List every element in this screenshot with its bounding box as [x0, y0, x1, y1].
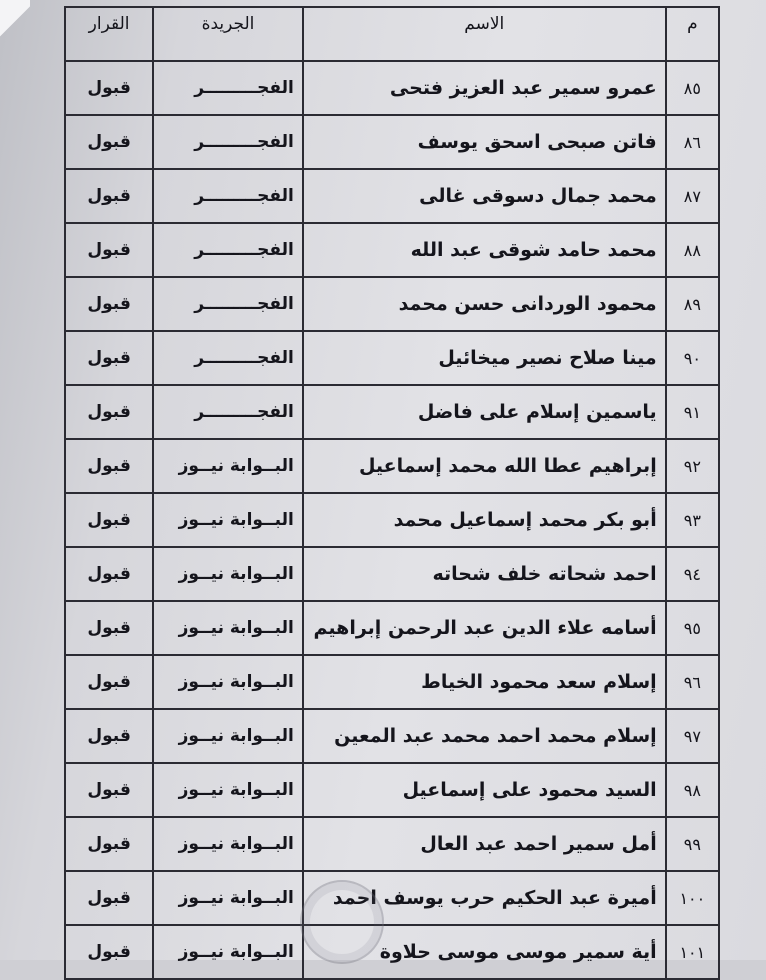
- header-newspaper: الجريدة: [153, 7, 303, 61]
- table-row: [65, 331, 719, 385]
- row-decision: قبول: [65, 61, 153, 115]
- row-newspaper: الفجـــــــــر: [153, 331, 303, 385]
- table-row: [65, 871, 719, 925]
- table-row: [65, 763, 719, 817]
- row-newspaper: البــوابة نيــوز: [153, 439, 303, 493]
- row-newspaper: البــوابة نيــوز: [153, 925, 303, 979]
- row-number: ٩٨: [666, 763, 719, 817]
- row-number: ٨٦: [666, 115, 719, 169]
- row-decision: قبول: [65, 763, 153, 817]
- header-name: الاسم: [303, 7, 666, 61]
- row-newspaper: البــوابة نيــوز: [153, 709, 303, 763]
- row-newspaper: الفجـــــــــر: [153, 385, 303, 439]
- row-decision: قبول: [65, 439, 153, 493]
- row-name: احمد شحاته خلف شحاته: [303, 547, 666, 601]
- table-row: [65, 61, 719, 115]
- row-name: إسلام سعد محمود الخياط: [303, 655, 666, 709]
- row-name: أسامه علاء الدين عبد الرحمن إبراهيم: [303, 601, 666, 655]
- row-number: ٨٨: [666, 223, 719, 277]
- row-decision: قبول: [65, 277, 153, 331]
- table-row: [65, 493, 719, 547]
- row-name: محمد جمال دسوقى غالى: [303, 169, 666, 223]
- row-decision: قبول: [65, 817, 153, 871]
- table-row: [65, 655, 719, 709]
- page-fold-corner: [0, 0, 30, 50]
- table-row: [65, 385, 719, 439]
- row-name: محمود الوردانى حسن محمد: [303, 277, 666, 331]
- row-name: إبراهيم عطا الله محمد إسماعيل: [303, 439, 666, 493]
- header-num: م: [666, 7, 719, 61]
- row-number: ١٠٠: [666, 871, 719, 925]
- row-number: ٩٠: [666, 331, 719, 385]
- row-newspaper: البــوابة نيــوز: [153, 493, 303, 547]
- stamp-seal: [300, 880, 384, 964]
- row-name: فاتن صبحى اسحق يوسف: [303, 115, 666, 169]
- table-row: [65, 277, 719, 331]
- row-newspaper: البــوابة نيــوز: [153, 601, 303, 655]
- row-name: أمل سمير احمد عبد العال: [303, 817, 666, 871]
- row-number: ٩٢: [666, 439, 719, 493]
- header-decision: القرار: [65, 7, 153, 61]
- row-name: أبو بكر محمد إسماعيل محمد: [303, 493, 666, 547]
- row-decision: قبول: [65, 223, 153, 277]
- table-row: [65, 601, 719, 655]
- table-row: [65, 547, 719, 601]
- row-decision: قبول: [65, 331, 153, 385]
- acceptance-table: [64, 6, 720, 980]
- row-number: ٩٣: [666, 493, 719, 547]
- row-name: محمد حامد شوقى عبد الله: [303, 223, 666, 277]
- row-decision: قبول: [65, 925, 153, 979]
- row-number: ٨٧: [666, 169, 719, 223]
- row-name: ياسمين إسلام على فاضل: [303, 385, 666, 439]
- row-name: عمرو سمير عبد العزيز فتحى: [303, 61, 666, 115]
- table-row: [65, 439, 719, 493]
- row-newspaper: الفجـــــــــر: [153, 61, 303, 115]
- row-number: ٨٥: [666, 61, 719, 115]
- row-name: مينا صلاح نصير ميخائيل: [303, 331, 666, 385]
- row-number: ٩٧: [666, 709, 719, 763]
- row-number: ٩٩: [666, 817, 719, 871]
- row-decision: قبول: [65, 601, 153, 655]
- row-decision: قبول: [65, 871, 153, 925]
- row-name: أية سمير موسى موسى حلاوة: [303, 925, 666, 979]
- row-name: إسلام محمد احمد محمد عبد المعين: [303, 709, 666, 763]
- table-row: [65, 925, 719, 979]
- row-decision: قبول: [65, 385, 153, 439]
- row-number: ٩٥: [666, 601, 719, 655]
- table-row: [65, 223, 719, 277]
- row-decision: قبول: [65, 169, 153, 223]
- row-number: ٨٩: [666, 277, 719, 331]
- row-decision: قبول: [65, 709, 153, 763]
- row-decision: قبول: [65, 115, 153, 169]
- row-decision: قبول: [65, 493, 153, 547]
- row-newspaper: البــوابة نيــوز: [153, 547, 303, 601]
- row-newspaper: الفجـــــــــر: [153, 169, 303, 223]
- row-newspaper: الفجـــــــــر: [153, 277, 303, 331]
- table-row: [65, 115, 719, 169]
- table-row: [65, 709, 719, 763]
- table-header-row: [65, 7, 719, 61]
- row-decision: قبول: [65, 655, 153, 709]
- table-row: [65, 817, 719, 871]
- row-number: ١٠١: [666, 925, 719, 979]
- row-newspaper: البــوابة نيــوز: [153, 817, 303, 871]
- row-decision: قبول: [65, 547, 153, 601]
- row-newspaper: البــوابة نيــوز: [153, 655, 303, 709]
- row-newspaper: البــوابة نيــوز: [153, 871, 303, 925]
- row-newspaper: الفجـــــــــر: [153, 223, 303, 277]
- row-number: ٩٤: [666, 547, 719, 601]
- row-newspaper: البــوابة نيــوز: [153, 763, 303, 817]
- row-name: أميرة عبد الحكيم حرب يوسف احمد: [303, 871, 666, 925]
- row-newspaper: الفجـــــــــر: [153, 115, 303, 169]
- row-number: ٩١: [666, 385, 719, 439]
- row-name: السيد محمود على إسماعيل: [303, 763, 666, 817]
- row-number: ٩٦: [666, 655, 719, 709]
- table-row: [65, 169, 719, 223]
